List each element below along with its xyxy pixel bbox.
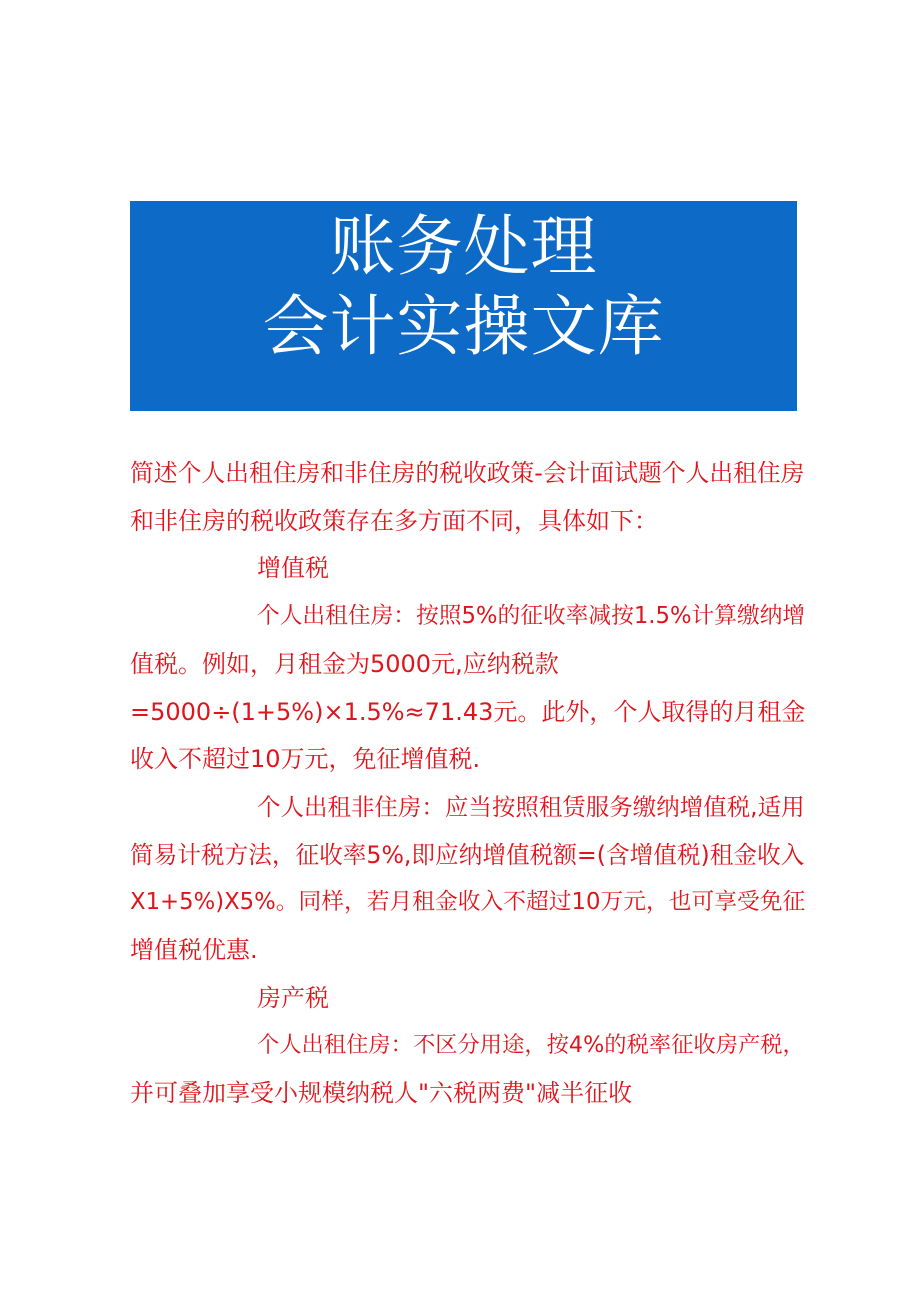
body-line-13: 个人出租住房：不区分用途，按4%的税率征收房产税， bbox=[257, 1032, 805, 1059]
title-banner bbox=[130, 201, 797, 411]
document-body bbox=[130, 450, 805, 1118]
body-line-2: 和非住房的税收政策存在多方面不同，具体如下： bbox=[130, 506, 658, 535]
body-line-8: 个人出租非住房：应当按照租赁服务缴纳增值税,适用 bbox=[257, 792, 805, 821]
body-line-14: 并可叠加享受小规模纳税人"六税两费"减半征收 bbox=[130, 1079, 633, 1108]
body-line-7: 收入不超过10万元，免征增值税. bbox=[130, 745, 481, 774]
section-heading-vat: 增值税 bbox=[257, 554, 329, 583]
banner-title-line-2: 会计实操文库 bbox=[262, 288, 665, 365]
section-heading-property-tax: 房产税 bbox=[257, 983, 329, 1012]
body-line-11: 增值税优惠. bbox=[130, 936, 258, 965]
body-line-6: =5000÷(1+5%)×1.5%≈71.43元。此外，个人取得的月租金 bbox=[130, 697, 806, 726]
body-line-5: 值税。例如，月租金为5000元,应纳税款 bbox=[130, 649, 559, 678]
body-line-4: 个人出租住房：按照5%的征收率减按1.5%计算缴纳增 bbox=[257, 603, 806, 630]
body-line-9: 简易计税方法，征收率5%,即应纳增值税额=(含增值税)租金收入 bbox=[130, 840, 805, 869]
body-line-10: X1+5%)X5%。同样，若月租金收入不超过10万元，也可享受免征 bbox=[130, 889, 806, 916]
banner-title-line-1: 账务处理 bbox=[329, 208, 598, 285]
body-line-1: 简述个人出租住房和非住房的税收政策-会计面试题个人出租住房 bbox=[130, 459, 805, 487]
